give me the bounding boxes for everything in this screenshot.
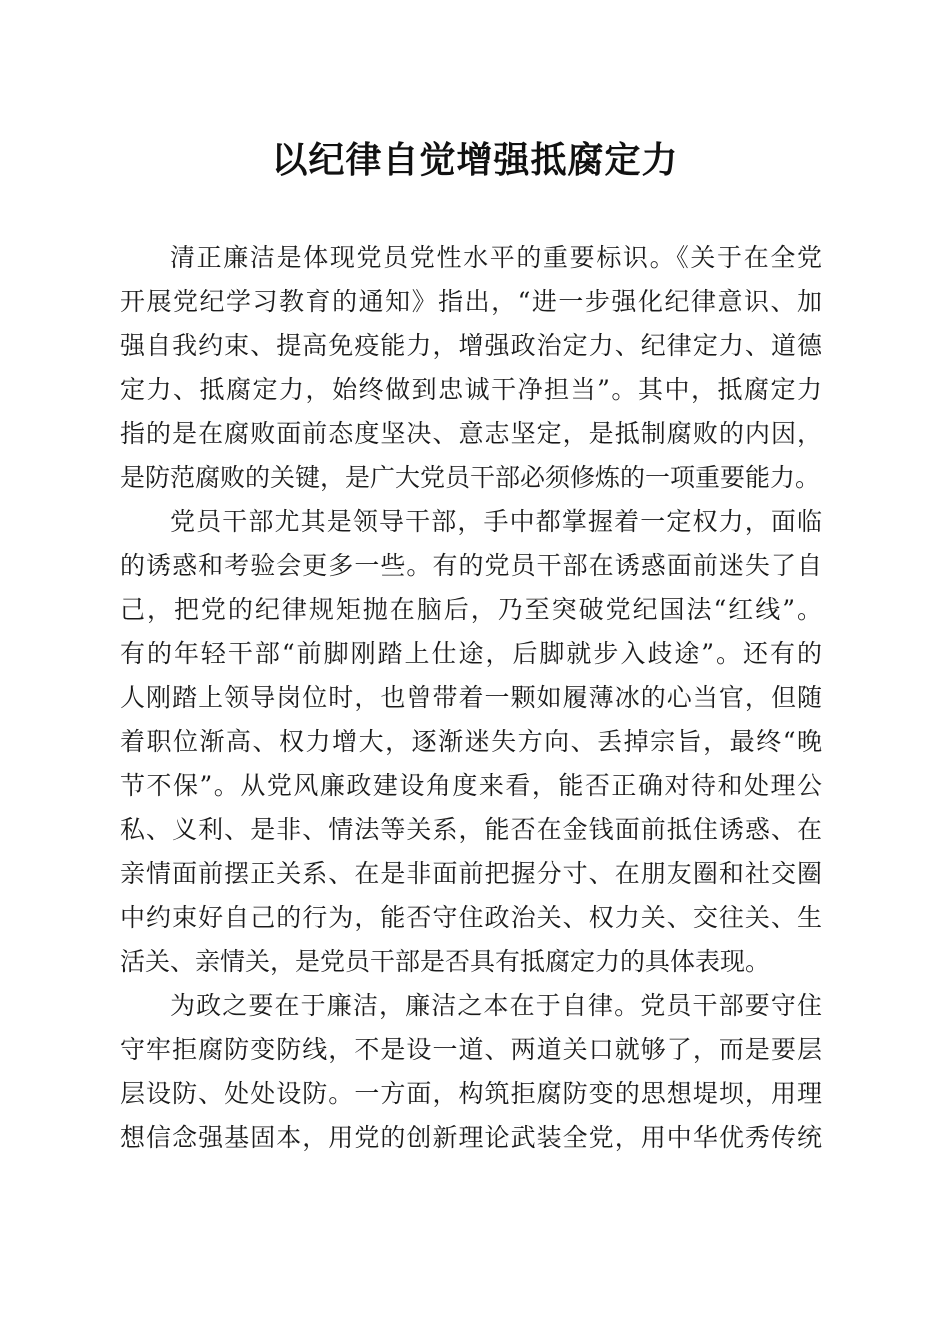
text-line: 人刚踏上领导岗位时，也曾带着一颗如履薄冰的心当官，但随	[120, 683, 822, 712]
text-line: 中约束好自己的行为，能否守住政治关、权力关、交往关、生	[120, 903, 822, 932]
text-line: 指的是在腐败面前态度坚决、意志坚定，是抵制腐败的内因，	[120, 419, 822, 448]
document-title: 以纪律自觉增强抵腐定力	[271, 139, 679, 181]
text-line: 强自我约束、提高免疫能力，增强政治定力、纪律定力、道德	[120, 331, 822, 360]
text-line: 是防范腐败的关键，是广大党员干部必须修炼的一项重要能力。	[120, 463, 821, 492]
text-line: 党员干部尤其是领导干部，手中都掌握着一定权力，面临	[170, 507, 822, 536]
text-line: 私、义利、是非、情法等关系，能否在金钱面前抵住诱惑、在	[120, 815, 822, 844]
text-line: 想信念强基固本，用党的创新理论武装全党，用中华优秀传统	[120, 1123, 822, 1152]
text-line: 亲情面前摆正关系、在是非面前把握分寸、在朋友圈和社交圈	[120, 859, 822, 888]
paragraph-2	[120, 500, 822, 984]
text-line: 为政之要在于廉洁，廉洁之本在于自律。党员干部要守住	[170, 991, 822, 1020]
text-line: 守牢拒腐防变防线，不是设一道、两道关口就够了，而是要层	[120, 1035, 822, 1064]
document-body	[120, 236, 822, 1160]
text-line: 节不保”。从党风廉政建设角度来看，能否正确对待和处理公	[120, 771, 822, 800]
text-line: 活关、亲情关，是党员干部是否具有抵腐定力的具体表现。	[120, 947, 771, 976]
text-line: 定力、抵腐定力，始终做到忠诚干净担当”。其中，抵腐定力	[120, 375, 822, 404]
text-line: 着职位渐高、权力增大，逐渐迷失方向、丢掉宗旨，最终“晚	[120, 727, 822, 756]
text-line: 有的年轻干部“前脚刚踏上仕途，后脚就步入歧途”。还有的	[120, 639, 822, 668]
text-line: 的诱惑和考验会更多一些。有的党员干部在诱惑面前迷失了自	[120, 551, 822, 580]
text-line: 开展党纪学习教育的通知》指出，“进一步强化纪律意识、加	[120, 287, 822, 316]
text-line: 清正廉洁是体现党员党性水平的重要标识。《关于在全党	[170, 243, 822, 272]
text-line: 层设防、处处设防。一方面，构筑拒腐防变的思想堤坝，用理	[120, 1079, 822, 1108]
text-line: 己，把党的纪律规矩抛在脑后，乃至突破党纪国法“红线”。	[120, 595, 822, 624]
paragraph-1	[120, 236, 822, 500]
paragraph-3	[120, 984, 822, 1160]
